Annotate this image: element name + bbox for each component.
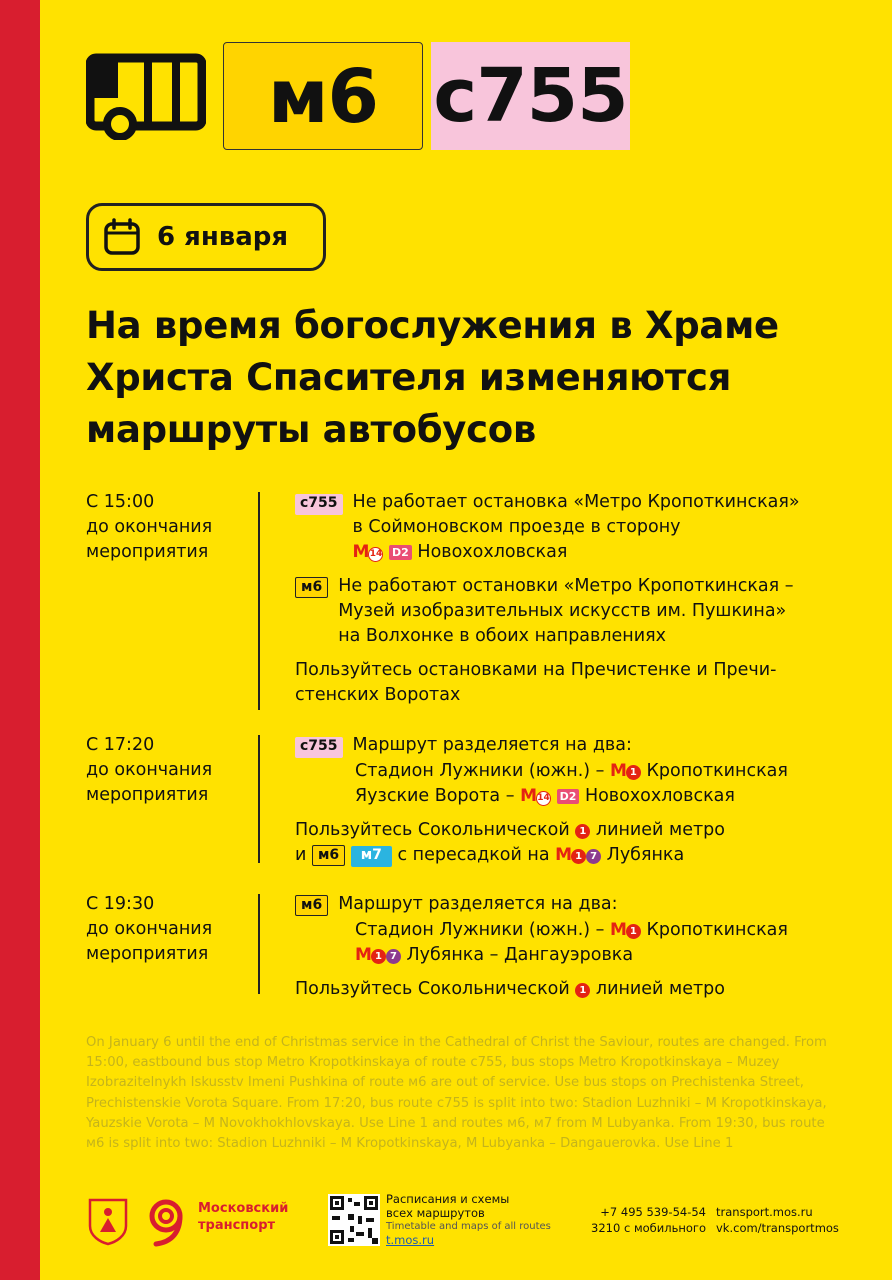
split-routes [295,759,865,809]
route-tag-m6: м6 [312,845,345,866]
note [295,658,865,708]
note-text: линией метро [595,820,725,840]
footer [86,1192,866,1252]
schedule-content [295,490,865,708]
moscow-transport-logo-icon [142,1194,196,1248]
line-14-icon: 14 [536,791,551,806]
schedule-time [86,892,246,967]
route-to: Новохохловская [584,786,735,806]
route-to: Кропоткинская [646,761,788,781]
calendar-icon [103,218,141,256]
note-text: с пересадкой на [397,845,550,865]
station-name: Новохохловская [417,542,568,562]
metro-icon: М [609,920,626,940]
metro-icon: М [355,945,371,965]
route-tag-m6: м6 [295,577,328,598]
route-from: Стадион Лужники (южн.) – [355,920,605,940]
qr-link[interactable]: t.mos.ru [386,1233,435,1247]
line-1-icon: 1 [626,765,641,780]
route-1 [355,918,865,943]
note [295,818,865,868]
english-translation: On January 6 until the end of Christmas service in the Cathedral of Christ the Saviour, routes are changed. From 15:00, eastbound bus stop Metro Kropotkinskaya of route с755, bus stops Metro Kropotkinskaya – Muzey Izobrazitelnykh Iskusstv Imeni Pushkina of route м6 are out of service. Use bus stops on Prechistenka Street, Prechistenskie Vorota Square. From 17:20, bus route с755 is split into two: Stadion Luzhniki – М Kropotkinskaya, Yauzskie Vorota – М Novokhokhlovskaya. Use Line 1 and routes м6, м7 from М Lubyanka. From 19:30, bus route м6 is split into two: Stadion Luzhniki – М Kropotkinskaya, М Lubyanka – Dangauerovka. Use Line 1 [86,1035,827,1152]
route-2 [355,943,865,968]
date-pill [86,203,326,271]
line-1-icon: 1 [626,924,641,939]
metro-icon: М [352,542,369,562]
item-m6-split [295,892,865,918]
divider [258,894,260,994]
time-event: мероприятия [86,785,209,805]
qr-subtitle: Timetable and maps of all routes [386,1221,551,1232]
station-line [353,540,865,565]
schedule-time [86,733,246,808]
route-badge-c755: с755 [431,42,630,150]
time-until: до окончания [86,760,213,780]
vk-link[interactable]: vk.com/transportmos [716,1221,839,1235]
route-1 [355,759,865,784]
split-routes [295,918,865,968]
time-start: С 15:00 [86,492,155,512]
route-from: Стадион Лужники (южн.) – [355,761,605,781]
route-to: Кропоткинская [646,920,788,940]
route-badge-m6: м6 [223,42,423,150]
date-label: 6 января [157,222,289,252]
schedule-content [295,892,865,1002]
metro-icon: М [520,786,536,806]
moscow-crest-icon [86,1196,130,1246]
phone-block [584,1204,706,1236]
note-text: линией метро [595,979,725,999]
note-text: Пользуйтесь Сокольнической [295,820,570,840]
schedule-content [295,733,865,868]
brand-name [198,1200,308,1234]
time-start: С 17:20 [86,735,155,755]
route-tag-c755: с755 [295,494,343,515]
time-until: до окончания [86,517,213,537]
item-line: на Волхонке в обоих направлениях [338,626,666,646]
d2-icon: D2 [389,545,412,560]
mobile-number[interactable]: 3210 с мобильного [591,1221,706,1235]
qr-title: всех маршрутов [386,1206,485,1220]
note-line: стенских Воротах [295,685,461,705]
item-intro: Маршрут разделяется на два: [352,735,632,755]
note-line: Пользуйтесь остановками на Пречистенке и Пречи- [295,660,777,680]
route-to: Лубянка – Дангауэровка [406,945,634,965]
d2-icon: D2 [557,789,580,804]
line-1-icon: 1 [571,849,586,864]
note-text: Пользуйтесь Сокольнической [295,979,570,999]
qr-caption [386,1192,586,1247]
site-block [716,1204,866,1236]
line-7-icon: 7 [586,849,601,864]
route-tag-m6: м6 [295,895,328,916]
headline-line: Христа Спасителя изменяются [86,356,732,399]
line-1-icon: 1 [575,983,590,998]
headline-line: На время богослужения в Храме [86,304,779,347]
route-2 [355,784,865,809]
headline-line: маршруты автобусов [86,408,536,451]
route-tag-c755: с755 [295,737,343,758]
line-7-icon: 7 [386,949,401,964]
note-text: Лубянка [606,845,685,865]
time-event: мероприятия [86,944,209,964]
item-line: в Соймоновском проезде в сторону [352,517,681,537]
item-line: Не работают остановки «Метро Кропоткинская – [338,576,794,596]
time-start: С 19:30 [86,894,155,914]
brand-line: транспорт [198,1218,276,1233]
metro-icon: М [609,761,626,781]
route-tag-m7: м7 [351,846,392,867]
schedule-time [86,490,246,565]
qr-title: Расписания и схемы [386,1192,510,1206]
metro-icon: М [555,845,572,865]
website-link[interactable]: transport.mos.ru [716,1205,813,1219]
note-text: и [295,845,307,865]
item-m6 [295,574,865,649]
note [295,977,865,1002]
line-1-icon: 1 [371,949,386,964]
red-side-strip [0,0,40,1280]
item-c755-split [295,733,865,759]
item-line: Не работает остановка «Метро Кропоткинская» [352,492,800,512]
line-14-icon: 14 [368,547,383,562]
bus-icon [86,52,206,140]
item-c755 [295,490,865,565]
brand-line: Московский [198,1201,289,1216]
phone-number[interactable]: +7 495 539-54-54 [600,1205,706,1219]
divider [258,735,260,863]
headline [86,300,866,456]
qr-code-icon[interactable] [328,1194,380,1246]
item-intro: Маршрут разделяется на два: [338,894,618,914]
line-1-icon: 1 [575,824,590,839]
item-line: Музей изобразительных искусств им. Пушкина» [338,601,787,621]
time-event: мероприятия [86,542,209,562]
route-from: Яузские Ворота – [355,786,515,806]
time-until: до окончания [86,919,213,939]
divider [258,492,260,710]
